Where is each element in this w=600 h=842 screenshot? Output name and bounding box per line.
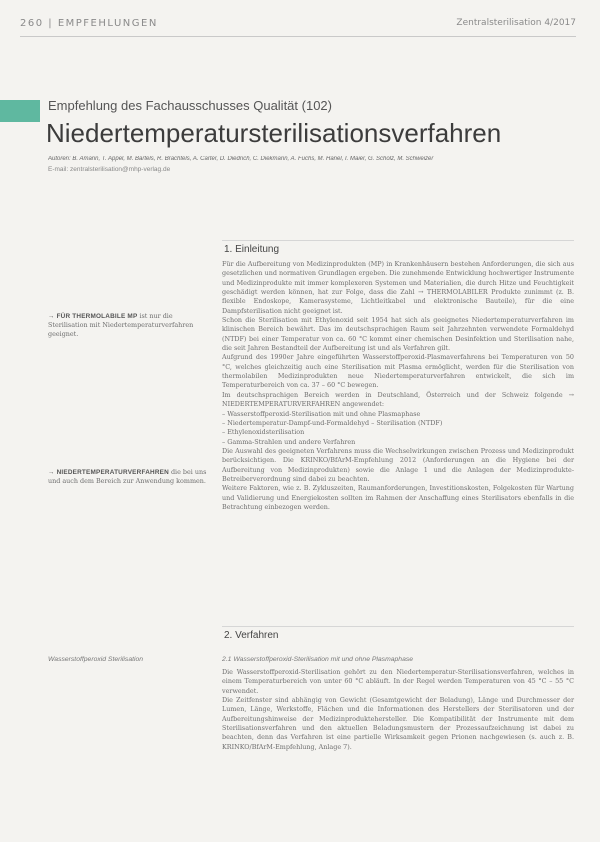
side-label: Wasserstoffperoxid Sterilisation — [48, 656, 144, 663]
margin-note-keyword: → FÜR THERMOLABILE MP — [48, 313, 138, 320]
section-heading — [224, 244, 279, 255]
section-heading — [224, 630, 278, 641]
contact-email: E-mail: zentralsterilisation@mhp-verlag.de — [48, 166, 171, 173]
journal-issue: Zentralsterilisation 4/2017 — [456, 18, 576, 28]
paragraph: Im deutschsprachigen Bereich werden in Deutschland, Österreich und der Schweiz folgende → NIEDERTEMPERATURVERFAHREN angewendet: — [222, 390, 574, 409]
author-list: Autoren: B. Amann, T. Appel, M. Bartels, R. Brachtels, A. Carter, D. Diedrich, C. Diekmann, A. Fuchs, M. Hanel, I. Maier, G. Scholz, M. Schweizer — [48, 156, 434, 162]
header-left: 260 | EMPFEHLUNGEN — [20, 18, 158, 29]
paragraph: Die Zeitfenster sind abhängig von Gewicht (Gesamtgewicht der Beladung), Länge und Durchmesser der Lumen, Länge, Werkstoffe, Flächen und die Informationen des Herstellers der Sterilisatoren und der Aufbereitungshinweise der Medizinproduktehersteller. Die Kompatibilität der Instrumente mit dem Sterilisationsverfahren und den aktuellen Beladungsmustern der Prozessaufzeichnung ist dabei zu beachten, denn das Verfahren ist eine partielle Wirksamkeit gegen Prionen nachgewiesen (s. auch z. B. KRINKO/BfArM-Empfehlung, Anlage 7). — [222, 696, 574, 751]
paragraph: Aufgrund des 1990er Jahre eingeführten Wasserstoffperoxid-Plasmaverfahrens bei Temperaturen von 50 °C, welches gleichzeitig auch eine Sterilisation mit Plasma ermöglicht, werden für die Sterilisation von thermolabilen Medizinprodukten neue Niedertemperaturverfahren entwickelt, die sich im Temperaturbereich von ca. 37 – 60 °C bewegen. — [222, 353, 574, 390]
list-item: – Niedertemperatur-Dampf-und-Formaldehyd – Sterilisation (NTDF) — [222, 418, 443, 427]
section-divider — [222, 626, 574, 627]
section-2-body — [222, 668, 574, 752]
list-item: – Gamma-Strahlen und andere Verfahren — [222, 437, 356, 446]
paragraph: Schon die Sterilisation mit Ethylenoxid seit 1954 hat sich als geeignetes Niedertemperaturverfahren im klinischen Bereich bewährt. Das im deutschsprachigen Raum seit Jahrzehnten verwendete Formaldehyd (NTDF) bei einer Temperatur von ca. 60 °C kommt einer chemischen Desinfektion und Sterilisation nahe, die seit Jahren Bestandteil der Aufbereitung ist und als Verfahren gilt. — [222, 316, 574, 353]
section-divider — [222, 240, 574, 241]
article-title: Niedertemperatursterilisationsverfahren — [46, 118, 502, 148]
margin-note-ntv — [48, 468, 208, 486]
list-item: – Ethylenoxidsterilisation — [222, 428, 305, 437]
article-subtitle: Empfehlung des Fachausschusses Qualität (102) — [48, 98, 332, 113]
section-2-heading: 2. Verfahren — [224, 630, 279, 641]
paragraph: Für die Aufbereitung von Medizinprodukten (MP) in Krankenhäusern bestehen Anforderungen, die sich aus gesetzlichen und normativen Grundlagen ergeben. Die zunehmende Entwicklung hochwertiger Instrumente und Medizinprodukte mit immer komplexeren Systemen und Materialien, die durch Hitze und Feuchtigkeit geschädigt werden können, hat zur Folge, dass die Zahl → THERMOLABILER Produkte zunimmt (z. B. flexible Endoskope, Kamerasysteme, Lichtleitkabel und elektronische Bauteile), für die eine Dampfsterilisation nicht geeignet ist. — [222, 260, 574, 315]
margin-note-thermolabile — [48, 312, 208, 339]
subsection-heading: 2.1 Wasserstoffperoxid-Sterilisation mit und ohne Plasmaphase — [222, 656, 414, 663]
margin-note-keyword: → NIEDERTEMPERATURVERFAHREN — [48, 469, 169, 476]
margin-note-text: die bei uns und auch dem Bereich zur Anwendung kommen. — [48, 468, 207, 485]
margin-note-text: ist nur die Sterilisation mit Niedertemperaturverfahren geeignet. — [48, 312, 194, 338]
running-header — [20, 18, 576, 32]
section-1-heading: 1. Einleitung — [224, 244, 280, 255]
paragraph: Die Wasserstoffperoxid-Sterilisation gehört zu den Niedertemperatur-Sterilisationsverfahren, welches in einem Temperaturbereich von unter 60 °C abläuft. In der Regel werden Temperaturen von 45 °C – 55 °C verwendet. — [222, 668, 574, 695]
section-1-body — [222, 260, 574, 512]
header-divider — [20, 36, 576, 37]
accent-bar — [0, 100, 40, 122]
paragraph: Die Auswahl des geeigneten Verfahrens muss die Wechselwirkungen zwischen Prozess und Medizinprodukt berücksichtigen. Die KRINKO/BfArM-Empfehlung 2012 (Anforderungen an die Hygiene bei der Aufbereitung von Medizinprodukten) sowie die Anlage 1 und die Anlagen der Medizinprodukte-Betreiberverordnung sind dabei zu beachten. — [222, 446, 574, 483]
list-item: – Wasserstoffperoxid-Sterilisation mit und ohne Plasmaphase — [222, 409, 421, 418]
paragraph: Weitere Faktoren, wie z. B. Zykluszeiten, Raumanforderungen, Investitionskosten, Folgekosten für Wartung und Validierung und Energiekosten sollten im Rahmen der Anschaffung eines Sterilisators ebenfalls in die Betrachtung einbezogen werden. — [222, 484, 574, 511]
